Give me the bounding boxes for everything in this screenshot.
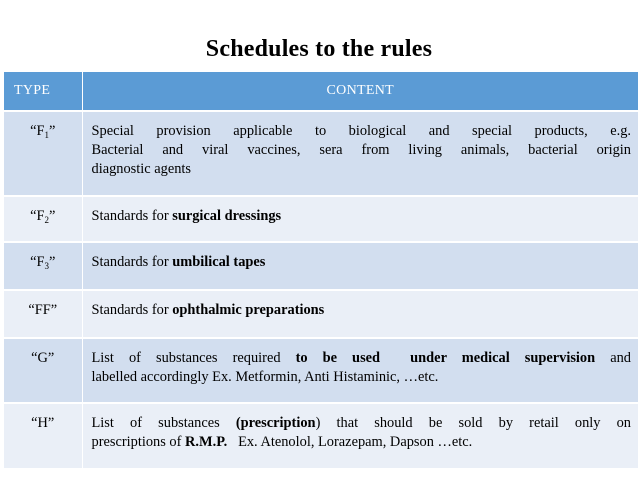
quote-close: ” [49,208,56,224]
quote-open: “ [30,254,37,270]
content-bold: under medical supervision [410,350,596,366]
content-cell [82,290,638,338]
type-subscript: 3 [44,261,49,271]
quote-close: ” [49,123,56,139]
type-cell [4,111,82,196]
table-header-row [4,72,638,111]
content-bold: (prescription [235,415,316,431]
quote-open: “ [30,208,37,224]
type-column-header: TYPE [4,72,82,111]
content-text: List of substances [91,415,236,431]
content-text: Standards for [91,302,173,318]
type-cell [4,242,82,290]
content-bold: R.M.P. [185,434,228,450]
table-row [4,196,638,242]
content-text: Ex. Atenolol, Lorazepam, Dapson …etc. [227,434,473,450]
table-row [4,111,638,196]
content-line: diagnostic agents [91,161,192,177]
table-row [4,290,638,338]
type-base: F [36,254,45,270]
content-gap [380,350,410,366]
type-cell: “FF” [4,290,82,338]
content-bold: umbilical tapes [172,254,266,270]
content-text: Standards for [91,208,173,224]
content-bold: surgical dressings [172,208,282,224]
content-cell [82,111,638,196]
table-row [4,403,638,468]
quote-open: “ [30,123,37,139]
type-subscript: 2 [44,215,49,225]
type-cell [4,196,82,242]
type-base: F [36,123,45,139]
content-line [92,414,632,433]
content-text: and [595,350,631,366]
content-text: List of substances required [91,350,296,366]
table-row [4,242,638,290]
content-line: Special provision applicable to biological and special products, e.g. [91,123,631,139]
content-text: ) that should be sold by retail only on [315,415,632,431]
content-cell [82,403,638,468]
content-line: Bacterial and viral vaccines, sera from living animals, bacterial origin [91,142,631,158]
type-base: F [36,208,45,224]
content-cell [82,196,638,242]
type-cell: “G” [4,338,82,403]
type-subscript: 1 [44,130,49,140]
type-cell: “H” [4,403,82,468]
content-cell [82,242,638,290]
content-bold: ophthalmic preparations [172,302,325,318]
schedules-table [4,72,638,468]
content-text: Standards for [91,254,173,270]
table-row [4,338,638,403]
content-bold: to be used [295,350,381,366]
quote-close: ” [49,254,56,270]
content-line [92,349,632,368]
content-column-header: CONTENT [82,72,638,111]
slide-title: Schedules to the rules [205,36,433,62]
content-text: prescriptions of [91,434,186,450]
content-line: labelled accordingly Ex. Metformin, Anti Histaminic, …etc. [91,369,439,385]
content-cell [82,338,638,403]
content-line [92,433,632,452]
